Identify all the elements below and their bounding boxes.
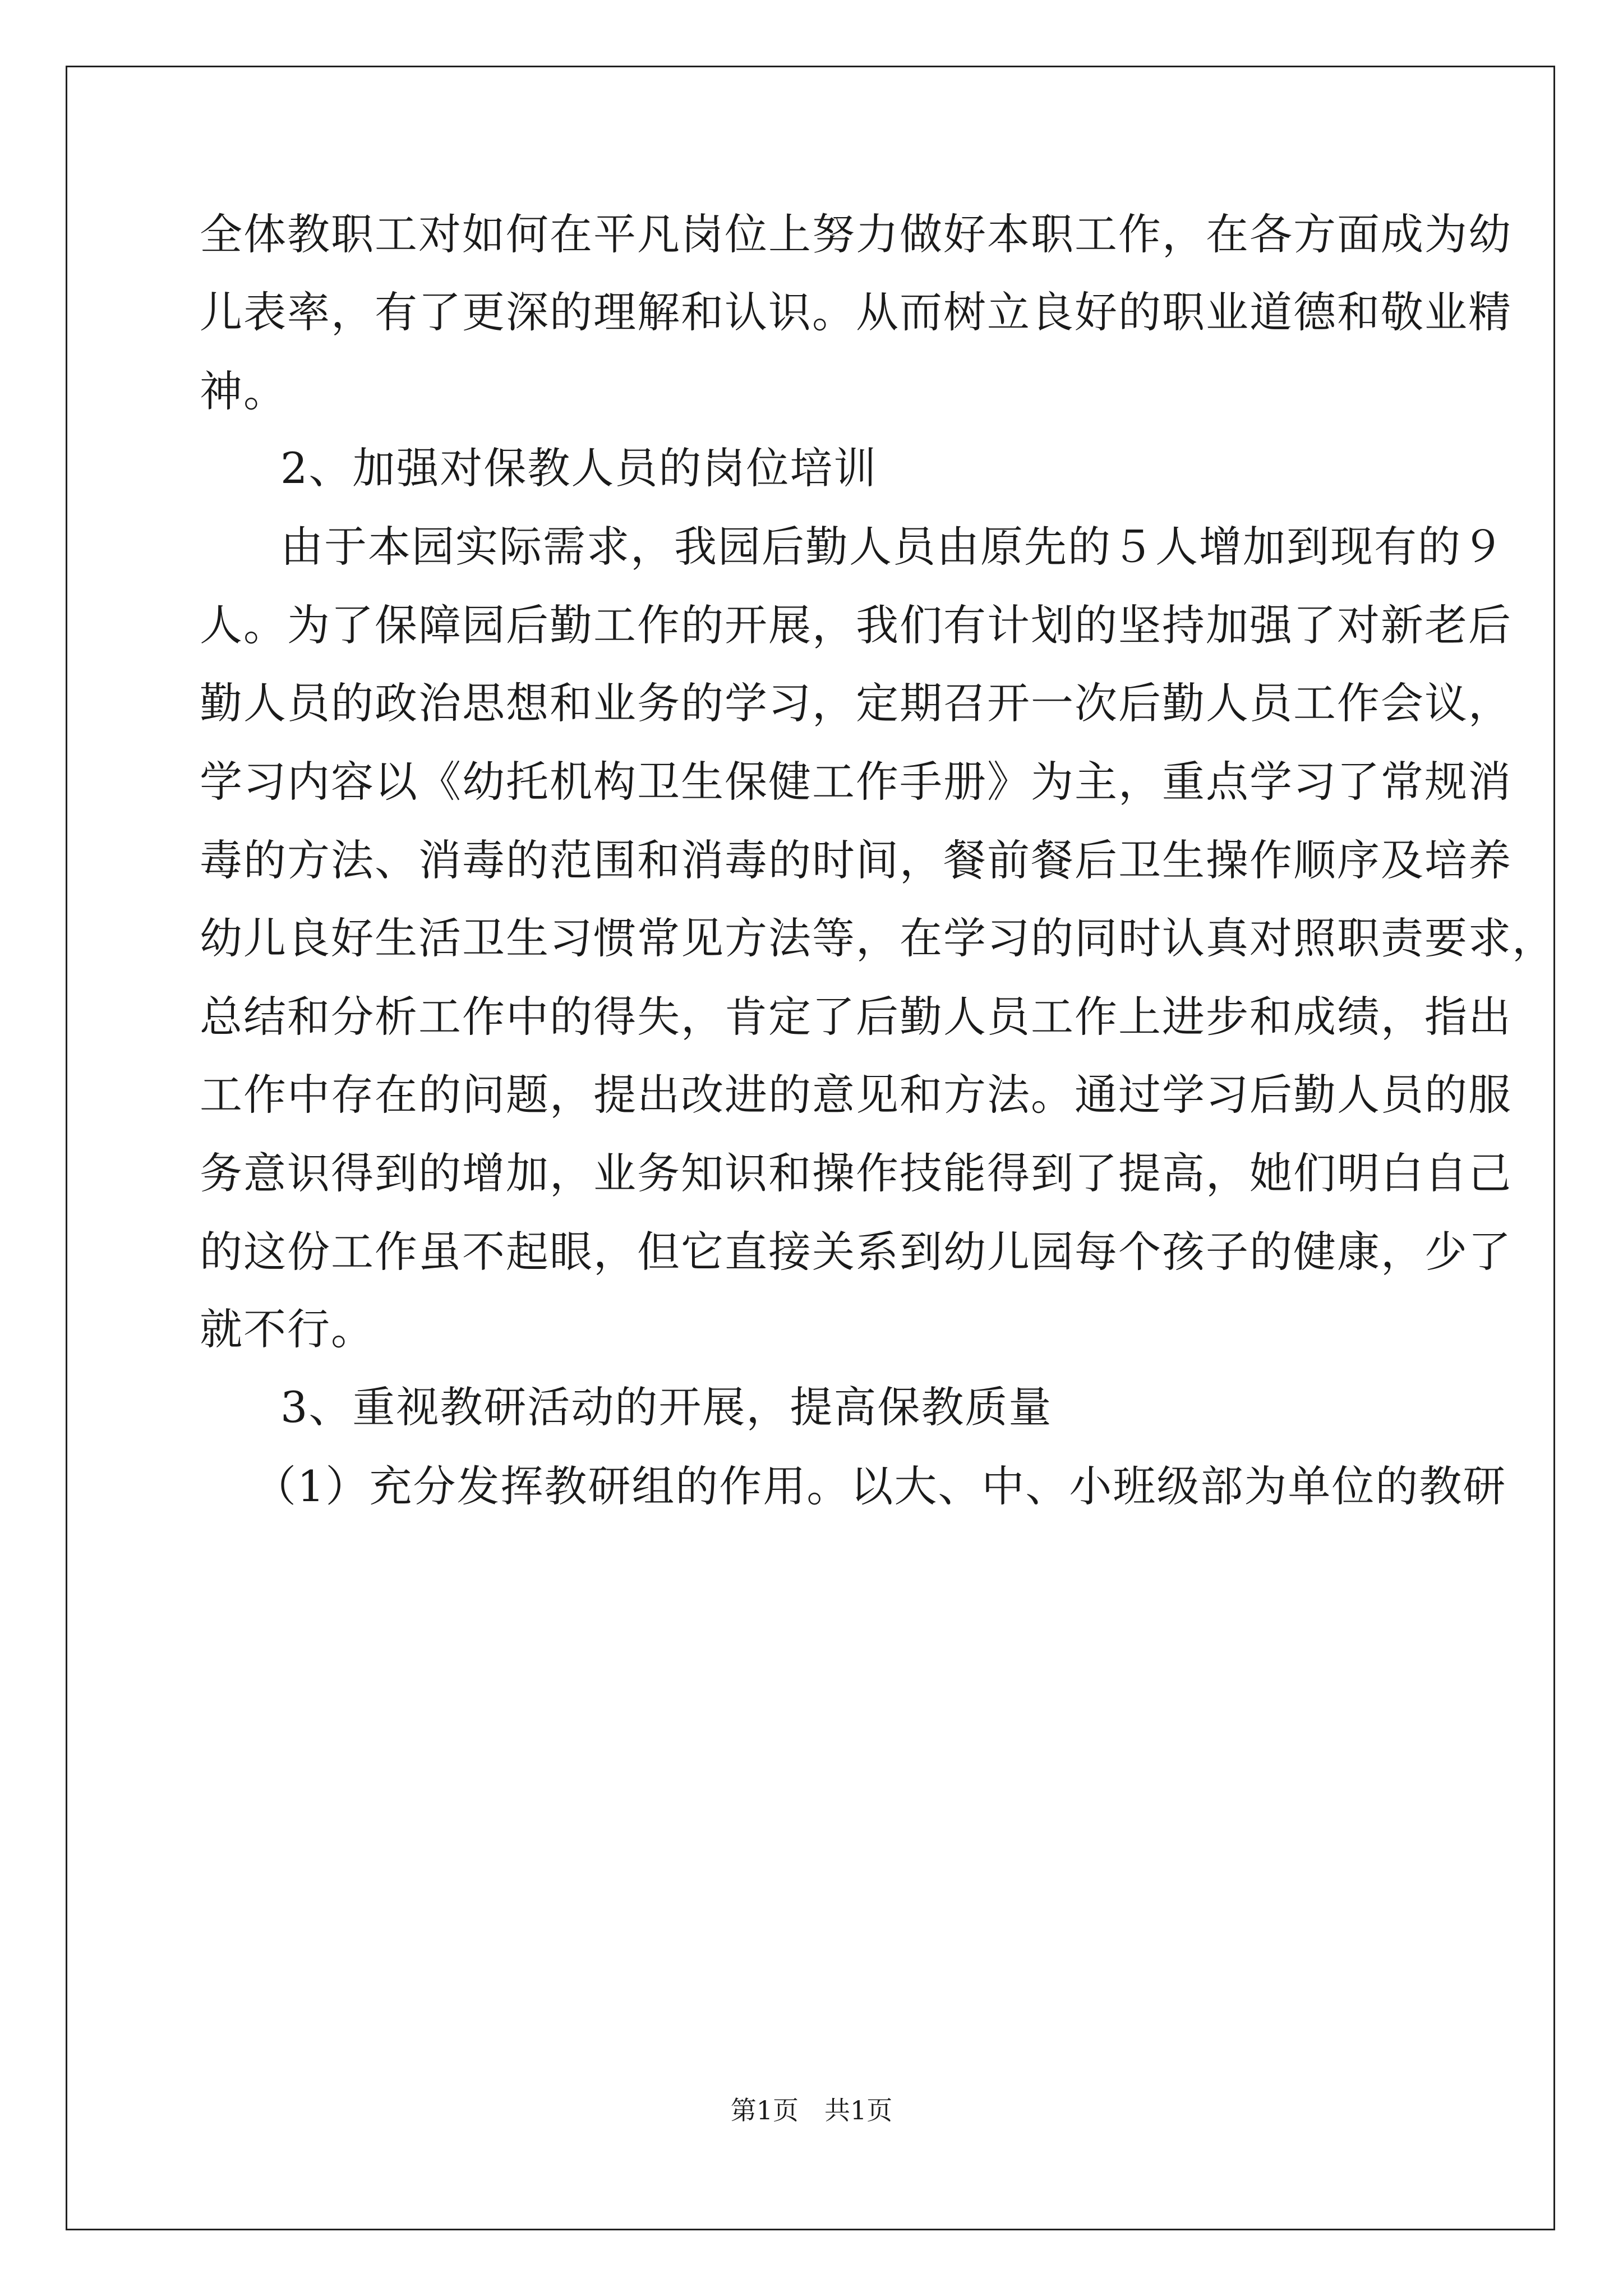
text-line: 勤人员的政治思想和业务的学习，定期召开一次后勤人员工作会议， — [200, 678, 1512, 728]
text-line: 就不行。 — [200, 1304, 375, 1354]
paragraph-start-line: 由于本园实际需求，我园后勤人员由原先的５人增加到现有的９ — [280, 522, 1505, 572]
text-line: 工作中存在的问题，提出改进的意见和方法。通过学习后勤人员的服 — [200, 1070, 1512, 1120]
text-line: 学习内容以《幼托机构卫生保健工作手册》为主，重点学习了常规消 — [200, 757, 1512, 807]
page-footer: 第1页 共1页 — [730, 2095, 893, 2125]
text-line: 的这份工作虽不起眼，但它直接关系到幼儿园每个孩子的健康，少了 — [200, 1227, 1512, 1277]
text-line: 神。 — [200, 366, 287, 416]
text-line: 总结和分析工作中的得失，肯定了后勤人员工作上进步和成绩，指出 — [200, 992, 1512, 1042]
text-line: 务意识得到的增加，业务知识和操作技能得到了提高，她们明白自己 — [200, 1148, 1512, 1198]
text-line: 人。为了保障园后勤工作的开展，我们有计划的坚持加强了对新老后 — [200, 600, 1512, 650]
paragraph-start-line: （1）充分发挥教研组的作用。以大、中、小班级部为单位的教研 — [253, 1461, 1507, 1511]
text-line: 幼儿良好生活卫生习惯常见方法等，在学习的同时认真对照职责要求， — [200, 913, 1556, 963]
section-heading: 2、加强对保教人员的岗位培训 — [280, 443, 878, 493]
text-line: 毒的方法、消毒的范围和消毒的时间，餐前餐后卫生操作顺序及培养 — [200, 835, 1512, 885]
text-line: 儿表率，有了更深的理解和认识。从而树立良好的职业道德和敬业精 — [200, 287, 1512, 337]
text-line: 全体教职工对如何在平凡岗位上努力做好本职工作，在各方面成为幼 — [200, 209, 1512, 259]
section-heading: 3、重视教研活动的开展，提高保教质量 — [280, 1382, 1053, 1432]
